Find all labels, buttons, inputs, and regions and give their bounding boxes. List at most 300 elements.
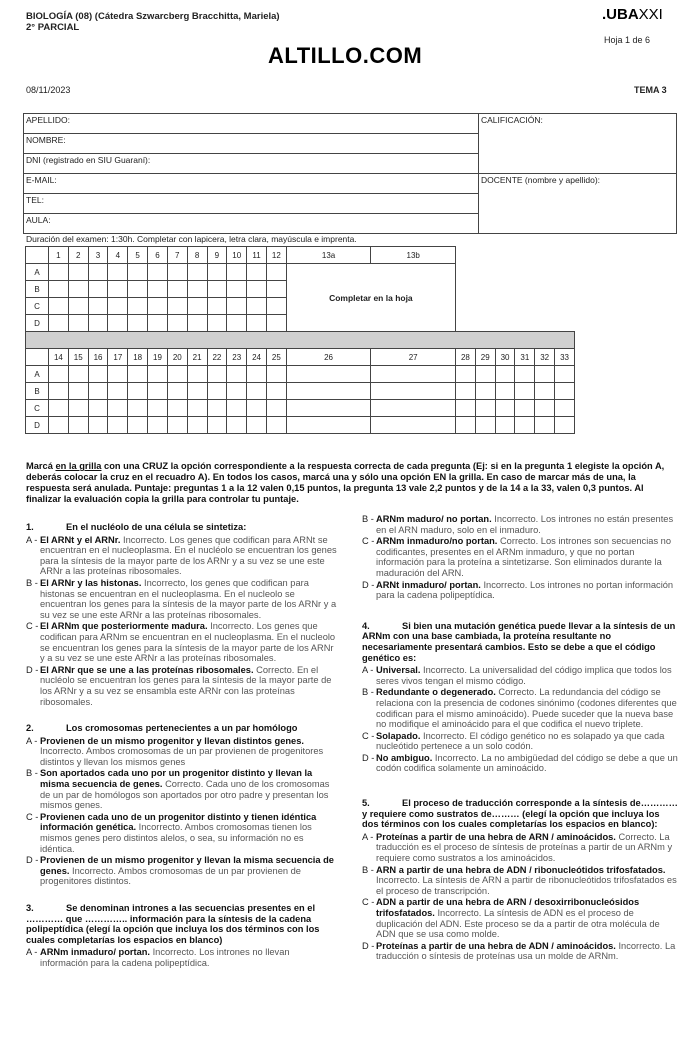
grid-col-header: 31	[515, 349, 535, 366]
question-number: 3.	[26, 903, 34, 913]
grid-cell[interactable]	[49, 400, 69, 417]
grid-cell[interactable]	[247, 366, 267, 383]
option-answer: Provienen cada uno de un progenitor distinto y tienen idéntica información genética.	[40, 811, 317, 833]
option-feedback: Incorrecto. Los genes que codifican para ARNm se encuentran en el nucleoplasma. En el nucleolo se encuentran los genes para la síntesis de la mayor parte de los ARNr y a su vez se une este ARNr a las proteínas ribosomales.	[40, 621, 336, 664]
question-text: En el nucléolo de una célula se sintetiza:	[66, 522, 247, 532]
option-answer: Universal.	[376, 665, 421, 676]
option-feedback: Correcto. La traducción es el proceso de síntesis de proteínas a partir de un ARNm y requiere como sustratos a los aminoácidos.	[376, 831, 673, 864]
grid-col-header: 26	[286, 349, 371, 366]
questions-right-column	[362, 514, 678, 963]
grid-cell[interactable]	[167, 315, 187, 332]
option-answer: El ARNr que se une a las proteínas ribosomales.	[40, 664, 254, 675]
answer-option	[26, 665, 340, 707]
grid-cell[interactable]	[167, 366, 187, 383]
answer-option	[362, 580, 678, 601]
grid-row-bottom	[26, 383, 575, 400]
option-answer: ARNm inmaduro/ portan.	[40, 947, 151, 958]
grid-cell[interactable]	[207, 417, 227, 434]
question-number: 4.	[362, 620, 370, 631]
grid-row-bottom	[26, 400, 575, 417]
question-block	[26, 723, 340, 887]
grid-cell[interactable]	[286, 417, 371, 434]
grid-cell[interactable]	[535, 366, 555, 383]
field-docente[interactable]: DOCENTE (nombre y apellido):	[479, 174, 677, 234]
grid-cell[interactable]	[128, 417, 148, 434]
answer-option	[362, 731, 678, 752]
grid-cell[interactable]	[515, 417, 535, 434]
answer-option	[362, 536, 678, 578]
grid-cell[interactable]	[207, 315, 227, 332]
grid-cell[interactable]	[227, 366, 247, 383]
grid-col-header: 13a	[286, 247, 371, 264]
grid-cell[interactable]	[108, 400, 128, 417]
question-text: El proceso de traducción corresponde a la síntesis de…………y requiere como sustratos de……… (elegí la opción que incluya los dos términos con los cuales completarías los espacios en blanco):	[362, 798, 678, 830]
grid-cell[interactable]	[49, 366, 69, 383]
question-block	[362, 798, 678, 962]
instr-part3: con una CRUZ la opción correspondiente a la respuesta correcta de cada pregunta (Ej: si en la pregunta 1 elegiste la opción A, deberás colocar la cruz en el recuadro A). En todos los casos, marcá una y sólo una opción EN la grilla. En caso de marcar más de una, la respuesta será anulada. Puntaje: preguntas 1 a la 12 valen 0,15 puntos, la pregunta 13 vale 2,2 puntos y de la 14 a la 33, valen 0,3 puntos. Al finalizar la evaluación copia la grilla para controlar tu puntaje.	[26, 461, 665, 504]
field-apellido[interactable]: APELLIDO:	[24, 114, 479, 134]
grid-cell[interactable]	[187, 400, 207, 417]
grid-cell[interactable]	[49, 281, 69, 298]
option-letter: D -	[362, 940, 375, 951]
grid-cell[interactable]	[68, 264, 88, 281]
grid-cell[interactable]	[286, 383, 371, 400]
option-answer: Provienen de un mismo progenitor y llevan la misma secuencia de genes.	[40, 855, 334, 876]
grid-cell[interactable]	[207, 281, 227, 298]
option-feedback: Incorrecto. La síntesis de ARN a partir de ribonucleótidos trifosfatados es el proceso de transcripción.	[376, 875, 677, 896]
option-answer: ARNt inmaduro/ portan.	[376, 579, 481, 590]
option-feedback: Incorrecto. La no ambigüedad del código se debe a que un codón codifica solamente un aminoácido.	[376, 752, 678, 774]
option-letter: B -	[362, 864, 374, 875]
grid-col-header: 14	[49, 349, 69, 366]
grid-cell[interactable]	[371, 383, 456, 400]
answer-option	[362, 665, 678, 686]
question-block	[362, 514, 678, 601]
grid-cell[interactable]	[128, 281, 148, 298]
grid-cell[interactable]	[535, 400, 555, 417]
option-letter: C -	[26, 621, 39, 632]
grid-cell[interactable]	[167, 400, 187, 417]
grid-cell[interactable]	[128, 383, 148, 400]
grid-separator-cell	[26, 332, 575, 349]
grid-cell[interactable]	[227, 417, 247, 434]
grid-cell[interactable]	[495, 400, 515, 417]
grid-col-header: 22	[207, 349, 227, 366]
grid-cell[interactable]	[187, 366, 207, 383]
grid-cell[interactable]	[495, 417, 515, 434]
grid-cell[interactable]	[187, 315, 207, 332]
exam-name: 2° PARCIAL	[26, 22, 80, 33]
grid-col-header: 7	[167, 247, 187, 264]
option-letter: B -	[26, 768, 38, 779]
answer-option	[362, 753, 678, 774]
option-letter: A -	[26, 947, 38, 958]
grid-col-header: 32	[535, 349, 555, 366]
grid-col-header: 23	[227, 349, 247, 366]
grid-cell[interactable]	[266, 281, 286, 298]
option-answer: Proteínas a partir de una hebra de ARN / aminoácidos.	[376, 831, 616, 842]
answer-option	[26, 947, 340, 968]
grid-col-header: 4	[108, 247, 128, 264]
grid-cell[interactable]	[207, 264, 227, 281]
page-number: Hoja 1 de 6	[604, 35, 651, 45]
option-feedback: Correcto. La redundancia del código se relaciona con la presencia de codones sinónimo (codones diferentes que codifican para el mismo aminoácido). Puede suceder que la nueva base no modifique el aminoácido para el que codifica el nuevo triplete.	[376, 687, 677, 730]
grid-cell[interactable]	[128, 315, 148, 332]
grid-cell[interactable]	[515, 400, 535, 417]
grid-col-header: 29	[475, 349, 495, 366]
questions-left-column	[26, 522, 340, 970]
grid-col-header: 24	[247, 349, 267, 366]
option-feedback: Incorrecto. La traducción o síntesis de proteínas usa un molde de ARNm.	[376, 940, 676, 962]
grid-cell[interactable]	[456, 383, 476, 400]
question-number: 5.	[362, 798, 370, 809]
grid-cell[interactable]	[555, 400, 575, 417]
option-feedback: Incorrecto. El código genético no es solapado ya que cada nucleótido pertenece a un solo codón.	[376, 730, 665, 752]
option-letter: A -	[26, 735, 38, 746]
grid-cell[interactable]	[207, 400, 227, 417]
grid-row-label: D	[26, 417, 49, 434]
instr-part2: en la grilla	[55, 461, 102, 471]
question-title	[362, 798, 678, 830]
question-number: 2.	[26, 723, 34, 734]
grid-cell[interactable]	[108, 264, 128, 281]
grid-row-label: A	[26, 366, 49, 383]
grid-cell[interactable]	[266, 383, 286, 400]
instr-part1: Marcá	[26, 461, 56, 471]
grid-cell[interactable]	[49, 315, 69, 332]
option-letter: A -	[26, 534, 38, 545]
option-letter: B -	[26, 577, 38, 588]
grid-cell[interactable]	[207, 298, 227, 315]
grid-cell[interactable]	[371, 400, 456, 417]
grid-cell[interactable]	[187, 298, 207, 315]
grid-cell[interactable]	[108, 298, 128, 315]
grid-cell[interactable]	[456, 400, 476, 417]
grid-cell[interactable]	[227, 315, 247, 332]
grid-cell[interactable]	[266, 264, 286, 281]
grid-row-bottom	[26, 417, 575, 434]
option-answer: Provienen de un mismo progenitor y llevan distintos genes.	[40, 735, 304, 746]
site-title: ALTILLO.COM	[268, 43, 423, 68]
grid-cell[interactable]	[515, 366, 535, 383]
grid-cell[interactable]	[187, 383, 207, 400]
option-letter: C -	[362, 536, 375, 547]
grid-cell[interactable]	[266, 298, 286, 315]
grid-cell[interactable]	[128, 400, 148, 417]
grid-cell[interactable]	[68, 400, 88, 417]
option-answer: El ARNm que posteriormente madura.	[40, 621, 208, 632]
option-answer: ARNm maduro/ no portan.	[376, 514, 492, 524]
option-feedback: Incorrecto, los genes que codifican para histonas se encuentran en el nucleoplasma. En el nucleolo se encuentran los genes para la síntesis de la mayor parte de los ARNr y a su vez se une este ARNr a las proteínas ribosomales.	[40, 577, 337, 620]
grid-row-label: C	[26, 298, 49, 315]
grid-cell[interactable]	[68, 281, 88, 298]
option-answer: Son aportados cada uno por un progenitor distinto y llevan la misma secuencia de genes.	[40, 768, 313, 790]
answer-option	[362, 832, 678, 864]
grid-cell[interactable]	[286, 366, 371, 383]
option-letter: B -	[362, 514, 374, 524]
grid-col-header: 6	[148, 247, 168, 264]
grid-corner	[26, 247, 49, 264]
option-letter: D -	[26, 855, 39, 866]
grid-cell[interactable]	[227, 281, 247, 298]
option-feedback: Incorrecto. Los intrones no llevan información para la cadena polipeptídica.	[40, 947, 290, 968]
grid-col-header: 28	[456, 349, 476, 366]
question-block	[26, 903, 340, 969]
grid-col-header: 21	[187, 349, 207, 366]
grid-cell[interactable]	[128, 264, 148, 281]
grid-cell[interactable]	[187, 281, 207, 298]
answer-option	[26, 812, 340, 854]
grid-cell[interactable]	[167, 383, 187, 400]
grid-cell[interactable]	[108, 366, 128, 383]
option-feedback: Incorrecto. Ambos cromosomas de un par provienen de progenitores distintos y llevan los mismos genes	[40, 746, 324, 767]
question-title	[26, 723, 340, 734]
question-title	[26, 522, 340, 533]
grid-row-label: D	[26, 315, 49, 332]
question-number: 1.	[26, 522, 34, 532]
option-feedback: Incorrecto. Los intrones no portan información para la cadena polipeptídica.	[376, 579, 674, 601]
grid-cell[interactable]	[555, 383, 575, 400]
grid-col-header: 20	[167, 349, 187, 366]
grid-row-label: A	[26, 264, 49, 281]
grid-cell[interactable]	[68, 417, 88, 434]
grid-col-header: 1	[49, 247, 69, 264]
grid-col-header: 17	[108, 349, 128, 366]
grid-cell[interactable]	[371, 366, 456, 383]
question-text: Los cromosomas pertenecientes a un par homólogo	[66, 723, 298, 734]
option-answer: ARN a partir de una hebra de ADN / ribonucleótidos trifosfatados.	[376, 864, 666, 875]
grid-col-header: 9	[207, 247, 227, 264]
question-text: Si bien una mutación genética puede llevar a la síntesis de un ARNm con una base cambiada, la proteína resultante no necesariamente presentará cambios. Esto se debe a que el código genético es:	[362, 620, 676, 663]
grid-col-header: 16	[88, 349, 108, 366]
option-feedback: Correcto. Cada uno de los cromosomas de un par de homólogos son aportados por otro padre y presentan los mismos genes.	[40, 779, 330, 811]
answer-grid	[25, 246, 575, 434]
grid-cell[interactable]	[88, 400, 108, 417]
option-letter: C -	[362, 897, 375, 908]
grid-cell[interactable]	[68, 366, 88, 383]
option-feedback: Correcto. Los intrones son secuencias no codificantes, presentes en el ARNm inmaduro, y que no portan información para la proteína a sintetizarse. Son eliminados durante la maduración del ARN.	[376, 536, 672, 578]
grid-cell[interactable]	[68, 383, 88, 400]
grid-cell[interactable]	[456, 366, 476, 383]
grid-row-label: B	[26, 383, 49, 400]
answer-option	[362, 941, 678, 962]
grid-col-header: 18	[128, 349, 148, 366]
option-answer: Proteínas a partir de una hebra de ADN / aminoácidos.	[376, 940, 616, 951]
grid-cell[interactable]	[535, 417, 555, 434]
grid-cell[interactable]	[88, 298, 108, 315]
option-feedback: Incorrecto. Ambos cromosomas de un par provienen de progenitores distintos.	[40, 865, 301, 887]
grid-cell[interactable]	[167, 298, 187, 315]
exam-date: 08/11/2023	[26, 85, 71, 95]
grid-col-header: 3	[88, 247, 108, 264]
grid-cell[interactable]	[495, 383, 515, 400]
grid-cell[interactable]	[247, 264, 267, 281]
answer-option	[362, 897, 678, 939]
grid-cell[interactable]	[227, 400, 247, 417]
grid-row-bottom	[26, 366, 575, 383]
grid-cell[interactable]	[475, 417, 495, 434]
student-info-table	[23, 113, 677, 234]
grid-cell[interactable]	[456, 417, 476, 434]
option-feedback: Incorrecto. La universalidad del código implica que todos los seres vivos tengan el mismo código.	[376, 665, 672, 686]
grid-cell[interactable]	[535, 383, 555, 400]
field-tel[interactable]: TEL:	[24, 194, 479, 214]
answer-option	[362, 514, 678, 535]
field-aula[interactable]: AULA:	[24, 214, 479, 234]
grid-header-row	[26, 247, 575, 264]
grid-cell[interactable]	[167, 281, 187, 298]
course-title: BIOLOGÍA (08) (Cátedra Szwarcberg Bracchitta, Mariela)	[26, 11, 280, 22]
grid-cell[interactable]	[49, 417, 69, 434]
option-answer: Redundante o degenerado.	[376, 687, 496, 698]
grid-cell[interactable]	[148, 400, 168, 417]
option-letter: D -	[362, 579, 375, 590]
grid-cell[interactable]	[247, 315, 267, 332]
logo-rest: XXI	[638, 6, 663, 23]
option-feedback: Incorrecto. Los genes que codifican para ARNt se encuentran en el nucleoplasma. En el nucléolo se encuentran los genes para la síntesis de la mayor parte de los ARNr y a su vez se une este ARNr a las proteínas ribosomales.	[40, 534, 337, 577]
grid-cell[interactable]	[266, 417, 286, 434]
option-letter: D -	[26, 664, 39, 675]
answer-option	[26, 535, 340, 577]
grid-cell[interactable]	[148, 366, 168, 383]
option-answer: ARNm inmaduro/no portan.	[376, 536, 498, 547]
grid-separator	[26, 332, 575, 349]
grid-cell[interactable]	[266, 315, 286, 332]
grid-cell[interactable]	[148, 281, 168, 298]
grid-cell[interactable]	[227, 298, 247, 315]
grid-cell[interactable]	[247, 281, 267, 298]
option-feedback: Correcto. En el nucléolo se encuentran los genes para la síntesis de la mayor parte de los ARNr y a su vez se ensambla este ARNr con las proteínas ribosomales.	[40, 664, 332, 707]
grid-cell[interactable]	[88, 366, 108, 383]
answer-option	[362, 687, 678, 729]
option-answer: El ARNt y el ARNr.	[40, 534, 121, 545]
question-title	[362, 621, 678, 663]
option-feedback: Incorrecto. Ambos cromosomas tienen los mismos genes pero distintos alelos, o sea, su información no es idéntica.	[40, 822, 312, 854]
grid-cell[interactable]	[68, 315, 88, 332]
grid-cell[interactable]	[475, 383, 495, 400]
grid-cell[interactable]	[515, 383, 535, 400]
grid-cell[interactable]	[247, 400, 267, 417]
grid-cell[interactable]	[49, 298, 69, 315]
question-block	[26, 522, 340, 707]
grid-cell[interactable]	[247, 298, 267, 315]
question-title	[26, 903, 340, 945]
grid-col-header: 30	[495, 349, 515, 366]
grid-cell[interactable]	[88, 417, 108, 434]
option-letter: A -	[362, 831, 374, 842]
option-feedback: Incorrecto. Los intrones no están presentes en el ARN maduro, solo en el inmaduro.	[376, 514, 674, 535]
instructions	[26, 461, 678, 505]
option-letter: A -	[362, 665, 374, 676]
grid-col-header: 8	[187, 247, 207, 264]
grid-cell[interactable]	[88, 383, 108, 400]
answer-option	[26, 768, 340, 810]
grid-cell[interactable]	[207, 366, 227, 383]
grid-cell[interactable]	[148, 264, 168, 281]
grid-cell[interactable]	[555, 417, 575, 434]
grid-complete-note: Completar en la hoja	[286, 264, 455, 332]
grid-cell[interactable]	[475, 400, 495, 417]
field-calificacion[interactable]: CALIFICACIÓN:	[479, 114, 677, 174]
option-letter: C -	[362, 730, 375, 741]
tema-label: TEMA 3	[634, 85, 667, 95]
duration-note: Duración del examen: 1:30h. Completar con lapicera, letra clara, mayúscula e imprenta.	[26, 234, 357, 244]
grid-cell[interactable]	[128, 298, 148, 315]
grid-cell[interactable]	[88, 281, 108, 298]
grid-cell[interactable]	[49, 264, 69, 281]
grid-cell[interactable]	[128, 366, 148, 383]
grid-cell[interactable]	[266, 400, 286, 417]
answer-option	[26, 621, 340, 663]
grid-cell[interactable]	[148, 298, 168, 315]
grid-cell[interactable]	[167, 264, 187, 281]
grid-cell[interactable]	[187, 417, 207, 434]
grid-cell[interactable]	[49, 383, 69, 400]
grid-row	[26, 264, 575, 281]
grid-cell[interactable]	[371, 417, 456, 434]
option-letter: C -	[26, 811, 39, 822]
grid-cell[interactable]	[207, 383, 227, 400]
answer-option	[26, 578, 340, 620]
option-letter: D -	[362, 752, 375, 763]
answer-option	[362, 865, 678, 897]
grid-cell[interactable]	[167, 417, 187, 434]
grid-col-header: 19	[148, 349, 168, 366]
grid-corner	[26, 349, 49, 366]
grid-cell[interactable]	[247, 417, 267, 434]
grid-col-header: 13b	[371, 247, 456, 264]
grid-cell[interactable]	[108, 383, 128, 400]
field-dni[interactable]: DNI (registrado en SIU Guaraní):	[24, 154, 479, 174]
grid-cell[interactable]	[286, 400, 371, 417]
grid-cell[interactable]	[247, 383, 267, 400]
grid-col-header: 15	[68, 349, 88, 366]
field-email[interactable]: E-MAIL:	[24, 174, 479, 194]
uba-logo	[602, 6, 663, 23]
grid-cell[interactable]	[266, 366, 286, 383]
grid-cell[interactable]	[227, 264, 247, 281]
grid-cell[interactable]	[108, 417, 128, 434]
question-text: Se denominan intrones a las secuencias presentes en el ………… que ………….. información para la síntesis de la cadena polipeptídica (elegí la opción que incluya los dos términos con los cuales completarías los espacios en blanco)	[26, 903, 320, 945]
grid-cell[interactable]	[88, 264, 108, 281]
option-answer: Solapado.	[376, 730, 421, 741]
field-nombre[interactable]: NOMBRE:	[24, 134, 479, 154]
logo-bold: .UBA	[602, 6, 639, 23]
grid-col-header: 11	[247, 247, 267, 264]
grid-header-row-bottom	[26, 349, 575, 366]
grid-cell[interactable]	[555, 366, 575, 383]
grid-cell[interactable]	[187, 264, 207, 281]
grid-cell[interactable]	[475, 366, 495, 383]
option-answer: No ambiguo.	[376, 752, 433, 763]
grid-cell[interactable]	[148, 417, 168, 434]
grid-cell[interactable]	[148, 383, 168, 400]
grid-col-header: 33	[555, 349, 575, 366]
option-feedback: Incorrecto. La síntesis de ADN es el proceso de duplicación del ADN. Este proceso se da a partir de otra molécula de ADN que se usa como molde.	[376, 908, 660, 940]
option-answer: ADN a partir de una hebra de ARN / desoxirribonucleósidos trifosfatados.	[376, 897, 640, 918]
grid-cell[interactable]	[108, 315, 128, 332]
option-letter: B -	[362, 687, 374, 698]
grid-cell[interactable]	[227, 383, 247, 400]
option-answer: El ARNr y las histonas.	[40, 577, 142, 588]
grid-cell[interactable]	[495, 366, 515, 383]
question-block	[362, 621, 678, 774]
grid-cell[interactable]	[68, 298, 88, 315]
grid-cell[interactable]	[108, 281, 128, 298]
grid-cell[interactable]	[88, 315, 108, 332]
grid-row-label: C	[26, 400, 49, 417]
grid-cell[interactable]	[148, 315, 168, 332]
